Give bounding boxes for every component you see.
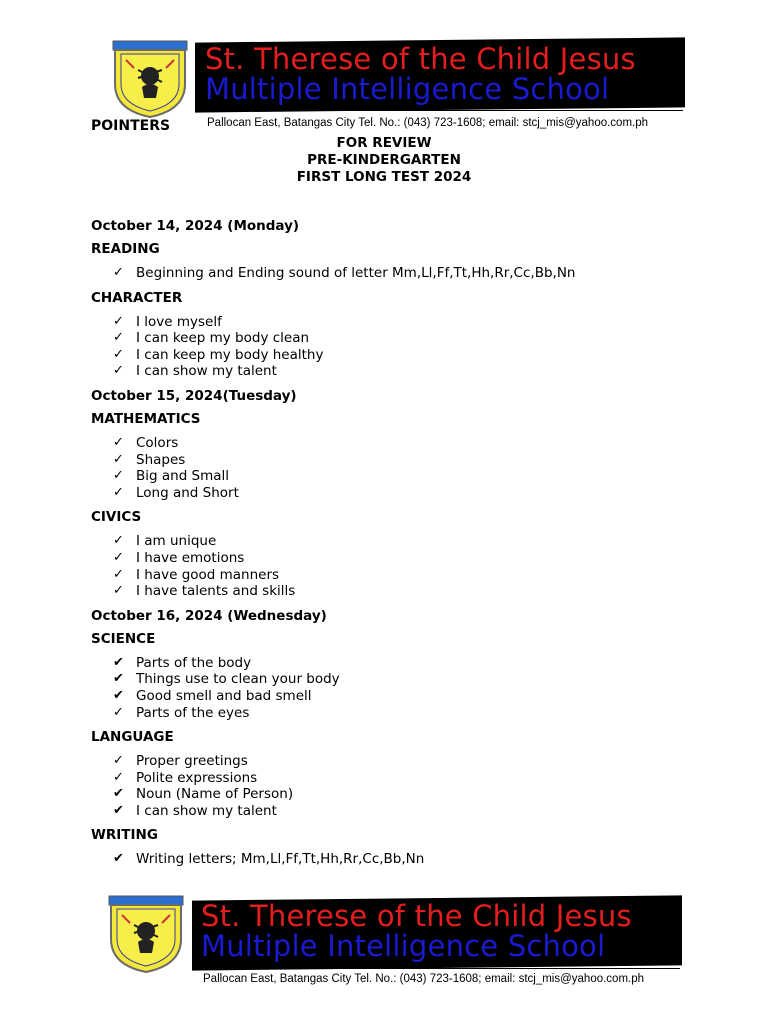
list-item: ✔ Parts of the body (113, 654, 252, 671)
school-crest-icon (108, 895, 184, 973)
subject-heading: MATHEMATICS (91, 410, 201, 427)
checkmark-icon: ✔ (113, 786, 124, 802)
list-item: ✓ Long and Short (113, 484, 239, 501)
school-name-line1: St. Therese of the Child Jesus (205, 42, 636, 76)
header-divider (196, 110, 683, 111)
school-crest-icon (112, 40, 188, 118)
section-date: October 15, 2024(Tuesday) (91, 387, 297, 404)
checkmark-icon: ✓ (113, 769, 124, 785)
topic-list (91, 533, 711, 599)
topic-list (91, 851, 711, 868)
checkmark-icon: ✓ (113, 753, 124, 769)
list-item: ✓ I can show my talent (113, 363, 277, 380)
checkmark-icon: ✓ (113, 265, 124, 280)
checkmark-icon: ✓ (113, 434, 124, 450)
review-content (91, 216, 711, 874)
checkmark-icon: ✓ (113, 313, 124, 329)
checkmark-icon: ✔ (113, 687, 124, 703)
list-item: ✔ I can show my talent (113, 802, 277, 819)
list-item: ✓ Proper greetings (113, 753, 248, 770)
section-date: October 16, 2024 (Wednesday) (91, 607, 327, 624)
list-item: ✓ Big and Small (113, 468, 230, 485)
list-item: ✓ I can keep my body clean (113, 330, 310, 347)
list-item: ✓ Beginning and Ending sound of letter Mm,Ll,Ff,Tt,Hh,Rr,Cc,Bb,Nn (113, 265, 576, 281)
checkmark-icon: ✔ (113, 654, 124, 670)
list-item: ✔ Things use to clean your body (113, 671, 340, 688)
topic-list (91, 314, 711, 380)
checkmark-icon: ✓ (113, 704, 124, 720)
list-item: ✓ Colors (113, 434, 179, 451)
school-name-line2: Multiple Intelligence School (201, 929, 606, 963)
letterhead-footer (0, 893, 768, 988)
list-item: ✔ Writing letters; Mm,Ll,Ff,Tt,Hh,Rr,Cc,Bb,Nn (113, 851, 425, 868)
checkmark-icon: ✔ (113, 671, 124, 687)
subject-heading: CIVICS (91, 509, 142, 526)
checkmark-icon: ✓ (113, 583, 124, 599)
school-address: Pallocan East, Batangas City Tel. No.: (043) 723-1608; email: stcj_mis@yahoo.com.ph (203, 973, 645, 985)
list-item: ✓ I have emotions (113, 549, 245, 566)
title-test: FIRST LONG TEST 2024 (296, 169, 472, 185)
checkmark-icon: ✔ (113, 802, 124, 818)
list-item: ✓ I can keep my body healthy (113, 346, 324, 363)
document-titles (0, 135, 768, 186)
list-item: ✓ I have good manners (113, 566, 280, 583)
list-item: ✓ I have talents and skills (113, 583, 296, 600)
subject-heading: WRITING (91, 827, 158, 844)
school-address: Pallocan East, Batangas City Tel. No.: (043) 723-1608; email: stcj_mis@yahoo.com.ph (207, 117, 649, 129)
checkmark-icon: ✓ (113, 533, 124, 549)
list-item: ✓ I am unique (113, 533, 217, 550)
topic-list (91, 753, 711, 819)
pointers-label: POINTERS (91, 118, 171, 134)
school-name-line1: St. Therese of the Child Jesus (201, 899, 632, 933)
letterhead-header (0, 36, 768, 131)
title-level: PRE-KINDERGARTEN (307, 152, 461, 168)
checkmark-icon: ✔ (113, 851, 124, 867)
footer-divider (193, 968, 680, 969)
title-for-review: FOR REVIEW (336, 135, 432, 151)
checkmark-icon: ✓ (113, 346, 124, 362)
subject-heading: CHARACTER (91, 289, 183, 306)
section-date: October 14, 2024 (Monday) (91, 218, 300, 234)
list-item: ✓ Parts of the eyes (113, 704, 250, 721)
checkmark-icon: ✓ (113, 330, 124, 346)
subject-heading: LANGUAGE (91, 729, 174, 746)
topic-list (91, 655, 711, 721)
checkmark-icon: ✓ (113, 363, 124, 379)
topic-list (91, 265, 711, 282)
checkmark-icon: ✓ (113, 549, 124, 565)
list-item: ✔ Good smell and bad smell (113, 687, 312, 704)
topic-list (91, 435, 711, 501)
list-item: ✔ Noun (Name of Person) (113, 786, 294, 803)
list-item: ✓ Polite expressions (113, 769, 258, 786)
checkmark-icon: ✓ (113, 566, 124, 582)
list-item: ✓ I love myself (113, 313, 222, 330)
checkmark-icon: ✓ (113, 451, 124, 467)
subject-heading: READING (91, 241, 160, 257)
checkmark-icon: ✓ (113, 484, 124, 500)
school-name-line2: Multiple Intelligence School (205, 72, 610, 106)
subject-heading: SCIENCE (91, 630, 156, 647)
list-item: ✓ Shapes (113, 451, 186, 468)
checkmark-icon: ✓ (113, 468, 124, 484)
